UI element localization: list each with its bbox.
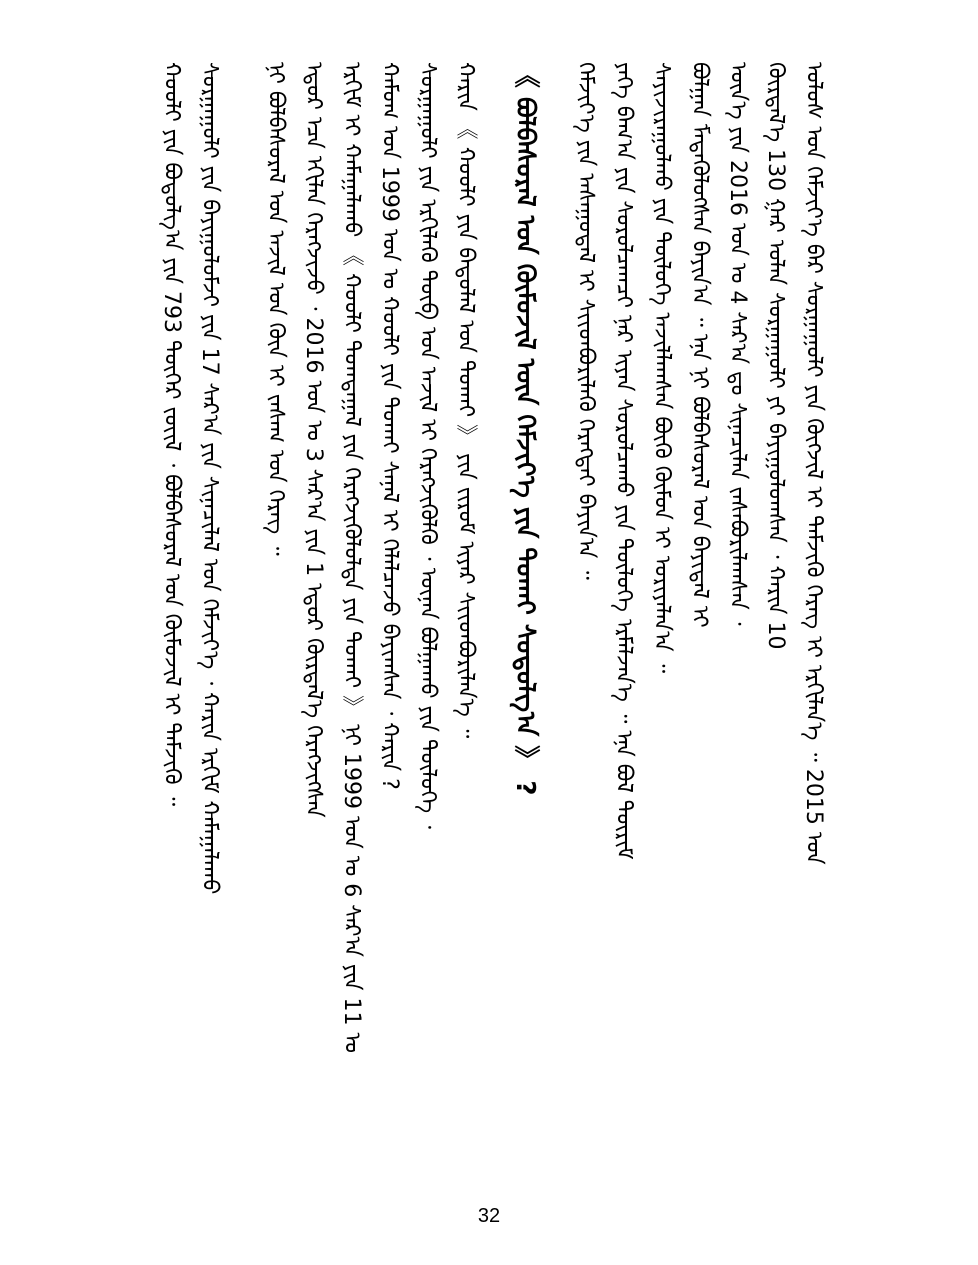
text-column-9: ᠬᠠᠷᠢᠨ 《 ᠬᠤᠤᠯᠢ ᠶᠢᠨ ᠪᠠᠲᠤᠯᠠᠯ ᠤᠨ ᠲᠤᠬᠠᠢ 》 ᠶᠢᠨ ᠵᠢᠷᠤᠮ ᠢᠶᠠᠷ ᠰᠢᠢᠳᠪᠦᠷᠢᠯᠡᠨ᠎ᠡ ᠃ [453, 62, 478, 739]
text-column-10: ᠰᠤᠷᠭᠠᠭᠤᠯᠢ ᠶᠢᠨ ᠡᠷᠬᠢᠯᠡᠬᠦ ᠲᠥᠪ ᠤᠨ ᠠᠵᠢᠯ ᠢ ᠬᠡᠷᠡᠭᠵᠢᠭᠦᠯᠬᠦ ᠂ ᠦᠨᠡᠨ ᠪᠣᠯᠭᠠᠬᠤ ᠶᠢᠨ ᠲᠥᠯᠦᠭᠡ ᠂ [415, 62, 440, 830]
text-column-5: ᠰᠠᠶᠢᠵᠢᠷᠠᠭᠤᠯᠬᠤ ᠶᠢᠨ ᠲᠦᠯᠦᠭᠡ ᠠᠵᠢᠯᠯᠠᠭᠰᠠᠨ ᠪᠦᠬᠦ ᠬᠦᠮᠦᠨ ᠢ ᠤᠷᠢᠶᠠᠯᠠᠨ᠎ᠠ ᠃ [649, 62, 674, 674]
text-column-15: ᠰᠤᠷᠭᠠᠭᠤᠯᠢ ᠶᠢᠨ ᠪᠠᠶᠢᠭᠤᠯᠤᠮᠵᠢ ᠶᠢᠨ 17 ᠰᠠᠷ᠎ᠠ ᠶᠢᠨ ᠰᠢᠨᠡᠴᠢᠯᠡᠯ ᠤᠨ ᠬᠡᠮᠵᠢᠶ᠎ᠡ ᠂ ᠬᠠᠷᠢᠨ ᠡᠷᠬᠢᠮ ᠬᠠᠮᠠᠭᠠᠯᠠᠬᠤ [197, 62, 222, 895]
text-column-4: ᠪᠣᠯᠭᠠᠨ ᠮᠡᠳᠡᠭᠦᠯᠦᠭᠰᠡᠨ ᠪᠠᠶᠢᠨ᠎ᠠ ᠃ ᠡᠨᠡ ᠨᠢ ᠪᠣᠯᠪᠠᠰᠤᠷᠠᠯ ᠤᠨ ᠪᠠᠶᠢᠳᠠᠯ ᠢ [687, 62, 712, 628]
text-column-16: ᠬᠤᠤᠯᠢ ᠶᠢᠨ ᠪᠣᠳᠣᠯᠭ᠎ᠠ ᠶᠢᠨ 793 ᠳᠦᠭᠡᠷ ᠵᠦᠢᠯ ᠂ ᠪᠣᠯᠪᠠᠰᠤᠷᠠᠯ ᠤᠨ ᠬᠦᠮᠦᠵᠢᠯ ᠢ ᠳᠡᠮᠵᠢᠬᠦ ᠃ [159, 62, 184, 807]
text-column-3: ᠦᠨ᠎ᠡ ᠶᠢᠨ 2016 ᠣᠨ ᠤ 4 ᠰᠠᠷ᠎ᠠ ᠳᠤ ᠰᠢᠨᠡᠴᠢᠯᠡᠨ ᠵᠠᠰᠠᠪᠤᠷᠢᠯᠠᠭᠰᠠᠨ ᠂ [725, 62, 750, 626]
text-column-6: ᠶᠡᠬᠡ ᠪᠠᠭ᠎ᠠ ᠶᠢᠨ ᠰᠤᠷᠤᠯᠴᠠᠭᠴᠢ ᠨᠠᠷ ᠢᠶᠠᠨ ᠰᠤᠷᠤᠯᠴᠠᠬᠤ ᠶᠢᠨ ᠲᠥᠯᠦᠭᠡ ᠡᠷᠮᠡᠯᠵᠡᠨ᠎ᠡ ᠃ ᠡᠨᠡ ᠪᠣᠯ ᠳᠦᠷᠢᠮ [611, 62, 636, 860]
text-column-1: ᠤᠯᠤᠰ ᠤᠨ ᠬᠡᠮᠵᠢᠶ᠎ᠡ ᠪᠡᠷ ᠰᠤᠷᠭᠠᠭᠤᠯᠢ ᠶᠢᠨ ᠬᠥᠭᠵᠢᠯ ᠢ ᠳᠡᠮᠵᠢᠬᠦ ᠬᠡᠷᠡᠭ ᠢ ᠡᠷᠬᠢᠯᠡᠨ᠎ᠡ ᠃ 2015 ᠣᠨ [801, 62, 826, 865]
text-column-14: ᠨᠢ ᠪᠣᠯᠪᠠᠰᠤᠷᠠᠯ ᠤᠨ ᠠᠵᠢᠯ ᠤᠨ ᠬᠦᠨ ᠢ ᠵᠠᠰᠠᠭ ᠤᠨ ᠬᠡᠷᠡᠭ ᠃ [263, 62, 288, 556]
text-column-7: ᠬᠡᠮᠵᠢᠶ᠎ᠡ ᠶᠢᠨ ᠠᠰᠠᠭᠤᠳᠠᠯ ᠢ ᠰᠢᠢᠳᠪᠦᠷᠢᠯᠡᠬᠦ ᠬᠡᠷᠡᠭᠲᠡᠢ ᠪᠠᠶᠢᠨ᠎ᠠ ᠃ [573, 62, 598, 580]
text-column-12: ᠡᠷᠬᠢᠮ ᠢ ᠬᠠᠮᠠᠭᠠᠯᠠᠬᠤ 《 ᠬᠤᠤᠯᠢ ᠲᠣᠭᠲᠠᠭᠠᠯ ᠶᠢᠨ ᠬᠡᠷᠡᠭᠵᠢᠭᠦᠯᠦᠯᠲᠡ ᠶᠢᠨ ᠲᠤᠬᠠᠢ 》 ᠨᠢ 1999 ᠣᠨ ᠤ 6 ᠰᠠᠷ᠎ᠠ ᠶᠢᠨ 11 ᠤ [339, 62, 364, 1054]
text-column-13: ᠡᠳᠦᠷ ᠡᠴᠡ ᠡᠬᠢᠯᠡᠨ ᠬᠡᠷᠡᠭᠵᠢᠵᠦ ᠂ 2016 ᠣᠨ ᠤ 3 ᠰᠠᠷ᠎ᠠ ᠶᠢᠨ 1 ᠡᠳᠦᠷ ᠬᠦᠷᠲᠡᠯ᠎ᠡ ᠬᠡᠷᠡᠭᠵᠢᠭᠰᠡᠨ [301, 62, 326, 818]
text-column-11: ᠬᠠᠮᠤᠭ ᠤᠨ 1999 ᠣᠨ ᠤ ᠬᠤᠤᠯᠢ ᠶᠢᠨ ᠲᠤᠬᠠᠢ ᠰᠠᠨᠠᠯ ᠢ ᠬᠡᠯᠡᠯᠴᠡᠵᠦ ᠪᠠᠶᠢᠭᠰᠠᠨ ᠂ ᠬᠠᠷᠢᠨ ? [377, 62, 402, 790]
section-heading: 《 ᠪᠣᠯᠪᠠᠰᠤᠷᠠᠯ ᠤᠨ ᠬᠦᠮᠦᠵᠢᠯ ᠦᠨ ᠬᠡᠮᠵᠢᠶ᠎ᠡ ᠶᠢᠨ ᠲᠤᠬᠠᠢ ᠰᠤᠳᠤᠯᠭ᠎ᠠ 》 ? [510, 62, 540, 796]
text-column-2: ᠬᠦᠷᠲᠡᠯ᠎ᠡ 130 ᠭᠠᠷ ᠤᠯᠠᠨ ᠰᠤᠷᠭᠠᠭᠤᠯᠢ ᠶᠢ ᠪᠠᠶᠢᠭᠤᠯᠤᠭᠰᠠᠨ ᠂ ᠬᠠᠷᠢᠨ 10 [763, 62, 788, 650]
page-number: 32 [477, 1205, 501, 1227]
